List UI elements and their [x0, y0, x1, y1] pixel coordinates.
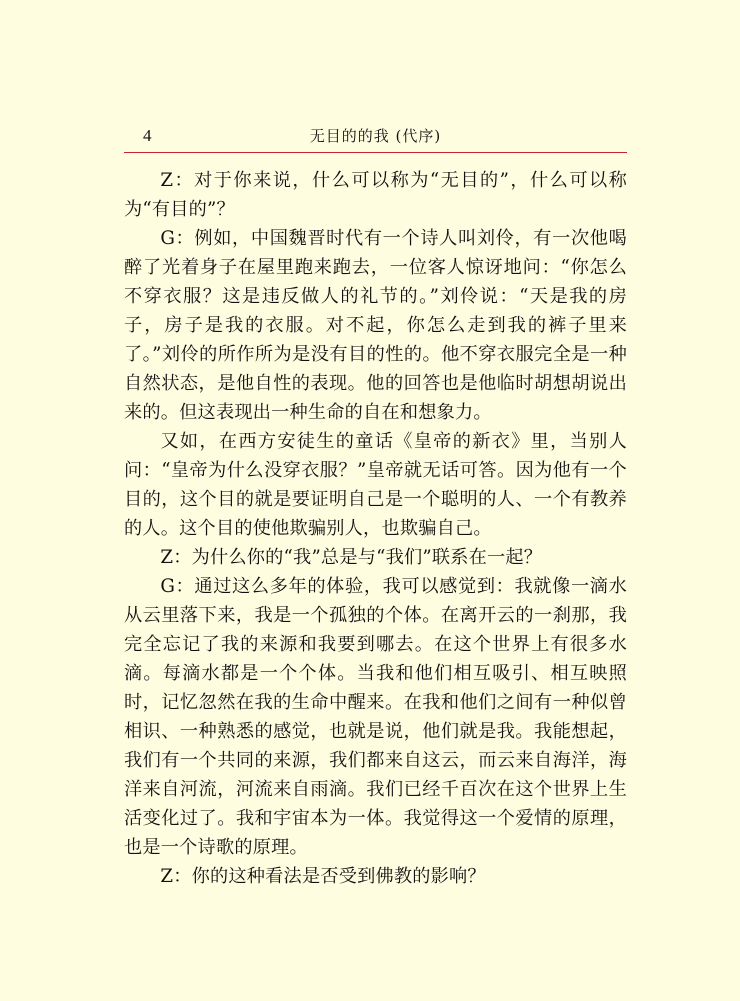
paragraph-z-question-2: Z：为什么你的“我”总是与“我们”联系在一起？	[160, 547, 543, 568]
paragraph-z-question-1: Z：对于你来说，什么可以称为“无目的”，什么可以称为“有目的”？	[124, 170, 627, 220]
paragraph-g-answer-1: G：例如，中国魏晋时代有一个诗人叫刘伶，有一次他喝醉了光着身子在屋里跑来跑去，一位客人惊讶地问：“你怎么不穿衣服？这是违反做人的礼节的。”刘伶说：“天是我的房子，房子是我的衣服。对不起，你怎么走到我的裤子里来了。”刘伶的所作所为是没有目的性的。他不穿衣服完全是一种自然状态，是他自性的表现。他的回答也是他临时胡想胡说出来的。但这表现出一种生命的自在和想象力。	[124, 228, 627, 423]
running-title: 无目的的我 (代序)	[309, 127, 442, 145]
page-number: 4	[143, 126, 152, 145]
body-text	[124, 166, 627, 891]
paragraph-g-answer-2: G：通过这么多年的体验，我可以感觉到：我就像一滴水从云里落下来，我是一个孤独的个体。在离开云的一刹那，我完全忘记了我的来源和我要到哪去。在这个世界上有很多水滴。每滴水都是一个个体。当我和他们相互吸引、相互映照时，记忆忽然在我的生命中醒来。在我和他们之间有一种似曾相识、一种熟悉的感觉，也就是说，他们就是我。我能想起，我们有一个共同的来源，我们都来自这云，而云来自海洋，海洋来自河流，河流来自雨滴。我们已经千百次在这个世界上生活变化过了。我和宇宙本为一体。我觉得这一个爱情的原理，也是一个诗歌的原理。	[124, 576, 627, 858]
paragraph-z-question-3: Z：你的这种看法是否受到佛教的影响？	[160, 866, 486, 887]
paragraph-g-answer-1-cont: 又如，在西方安徒生的童话《皇帝的新衣》里，当别人问：“皇帝为什么没穿衣服？”皇帝就无话可答。因为他有一个目的，这个目的就是要证明自己是一个聪明的人、一个有教养的人。这个目的使他欺骗别人，也欺骗自己。	[124, 431, 627, 539]
page-header	[124, 122, 627, 153]
